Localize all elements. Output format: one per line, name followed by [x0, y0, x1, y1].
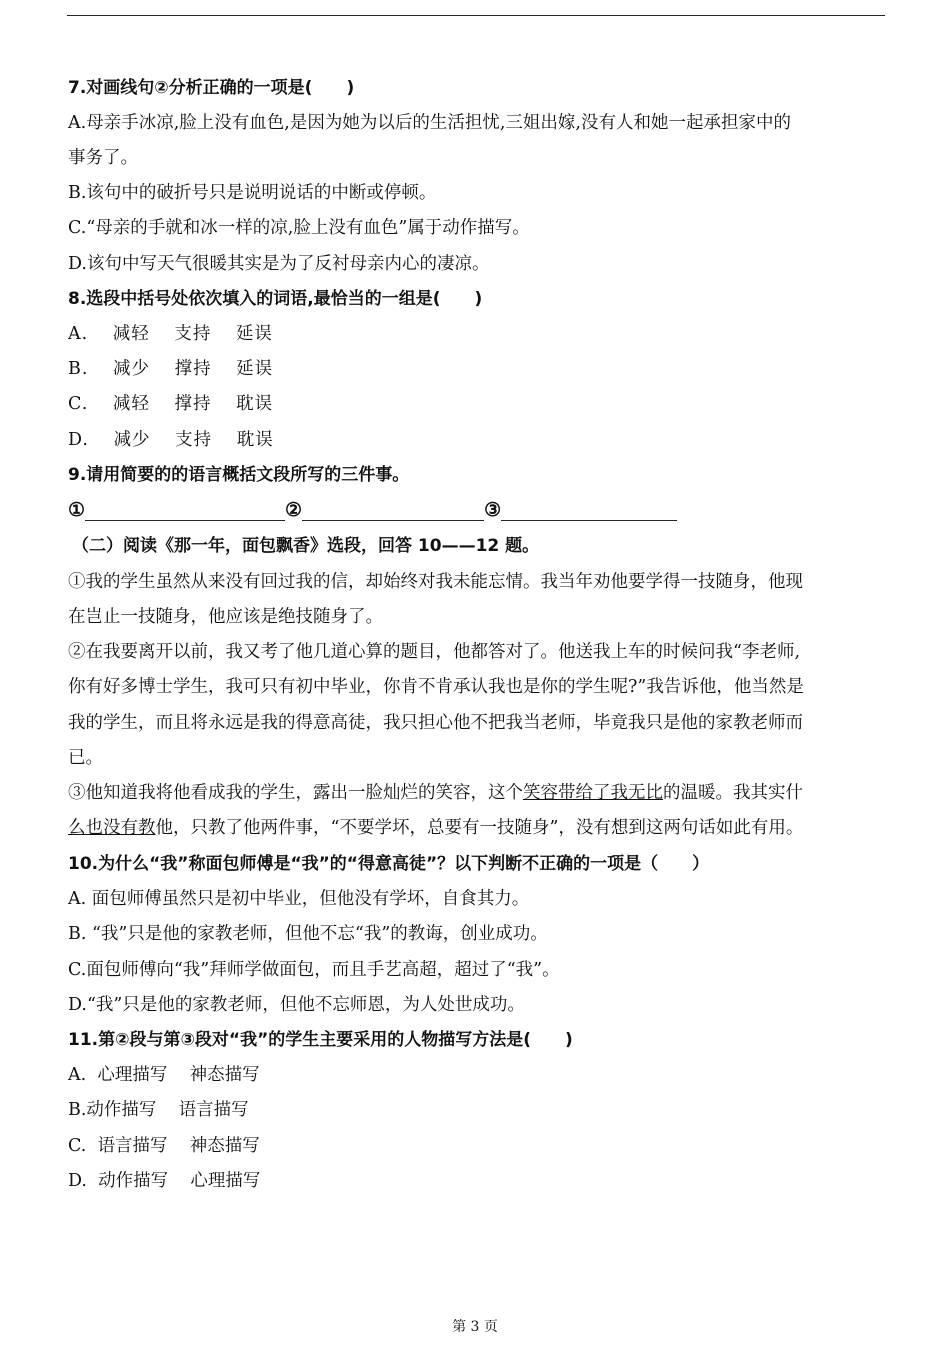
option-word: 撑持: [174, 394, 212, 414]
option-word: 延误: [236, 359, 274, 379]
q10-option-a: A. 面包师傅虽然只是初中毕业，但他没有学坏，自食其力。: [68, 889, 530, 909]
option-word: 减少: [113, 430, 151, 450]
q11-option-c: C. 语言描写 神态描写: [68, 1136, 260, 1156]
q7-option-a-line1: A.母亲手冰凉,脸上没有血色,是因为她为以后的生活担忧,三姐出嫁,没有人和她一起承担家中的: [68, 113, 791, 133]
q8-option-c: [68, 392, 273, 416]
q7-option-a-line2: 事务了。: [68, 148, 138, 168]
q8-option-d: [68, 428, 274, 452]
option-word: 延误: [235, 324, 273, 344]
q9-answer-row: [68, 498, 677, 521]
answer-blank-3[interactable]: [501, 498, 677, 521]
option-word: 耽误: [236, 394, 274, 414]
blank-marker-1: ①: [68, 499, 86, 521]
answer-blank-2[interactable]: [302, 498, 484, 521]
q7-option-d: D.该句中写天气很暖其实是为了反衬母亲内心的凄凉。: [68, 254, 490, 274]
option-key: C.: [68, 394, 89, 414]
page-number: 第 3 页: [452, 1319, 498, 1335]
q8-option-b: [68, 357, 273, 381]
option-word: 减轻: [112, 394, 150, 414]
option-word: 支持: [175, 430, 213, 450]
passage-p1-line1: ①我的学生虽然从来没有回过我的信，却始终对我未能忘情。我当年劝他要学得一技随身，他现: [68, 572, 803, 592]
option-key: D.: [68, 430, 89, 450]
option-word: 支持: [174, 324, 212, 344]
section2-title: （二）阅读《那一年，面包飘香》选段，回答 10——12 题。: [72, 536, 540, 556]
option-word: 撑持: [174, 359, 212, 379]
header-rule: [67, 15, 885, 16]
underlined-sentence: 么也没有教: [68, 818, 156, 838]
option-word: 减少: [113, 359, 151, 379]
q11-option-d: D. 动作描写 心理描写: [68, 1171, 261, 1191]
passage-text: 的温暖。我其实什: [663, 783, 803, 803]
blank-marker-3: ③: [484, 499, 502, 521]
q9-title: 9.请用简要的的语言概括文段所写的三件事。: [68, 465, 410, 485]
passage-p2-line1: ②在我要离开以前，我又考了他几道心算的题目，他都答对了。他送我上车的时候问我“李老师,: [68, 642, 801, 662]
answer-blank-1[interactable]: [85, 498, 285, 521]
q11-option-b: B.动作描写 语言描写: [68, 1100, 249, 1120]
passage-text: 他，只教了他两件事，“不要学坏，总要有一技随身”，没有想到这两句话如此有用。: [155, 818, 804, 838]
option-word: 减轻: [112, 324, 150, 344]
passage-p2-line2: 你有好多博士学生，我可只有初中毕业，你肯不肯承认我也是你的学生呢?”我告诉他，他当然是: [68, 677, 804, 697]
option-key: B.: [68, 359, 89, 379]
passage-text: ③他知道我将他看成我的学生，露出一脸灿烂的笑容，这个: [68, 783, 523, 803]
q10-option-c: C.面包师傅向“我”拜师学做面包，而且手艺高超，超过了“我”。: [68, 960, 560, 980]
passage-p3-line2: [68, 816, 803, 840]
passage-p2-line4: 已。: [68, 748, 103, 768]
option-key: A.: [68, 324, 89, 344]
q10-title: 10.为什么“我”称面包师傅是“我”的“得意高徒”？以下判断不正确的一项是（ ）: [68, 854, 710, 874]
q10-option-b: B. “我”只是他的家教老师，但他不忘“我”的教诲，创业成功。: [68, 924, 548, 944]
passage-p2-line3: 我的学生，而且将永远是我的得意高徒，我只担心他不把我当老师，毕竟我只是他的家教老师而: [68, 713, 803, 733]
blank-marker-2: ②: [285, 499, 303, 521]
q11-title: 11.第②段与第③段对“我”的学生主要采用的人物描写方法是( ): [68, 1030, 573, 1050]
q8-title: 8.选段中括号处依次填入的词语,最恰当的一组是( ): [68, 289, 483, 309]
q7-option-b: B.该句中的破折号只是说明说话的中断或停顿。: [68, 183, 437, 203]
underlined-sentence: 笑容带给了我无比: [523, 783, 663, 803]
option-word: 耽误: [236, 430, 274, 450]
passage-p1-line2: 在岂止一技随身，他应该是绝技随身了。: [68, 607, 383, 627]
q8-option-a: [68, 322, 273, 346]
q7-option-c: C.“母亲的手就和冰一样的凉,脸上没有血色”属于动作描写。: [68, 218, 530, 238]
passage-p3-line1: [68, 781, 803, 805]
q11-option-a: A. 心理描写 神态描写: [68, 1065, 260, 1085]
q7-title: 7.对画线句②分析正确的一项是( ): [68, 78, 355, 98]
q10-option-d: D.“我”只是他的家教老师，但他不忘师恩，为人处世成功。: [68, 995, 525, 1015]
